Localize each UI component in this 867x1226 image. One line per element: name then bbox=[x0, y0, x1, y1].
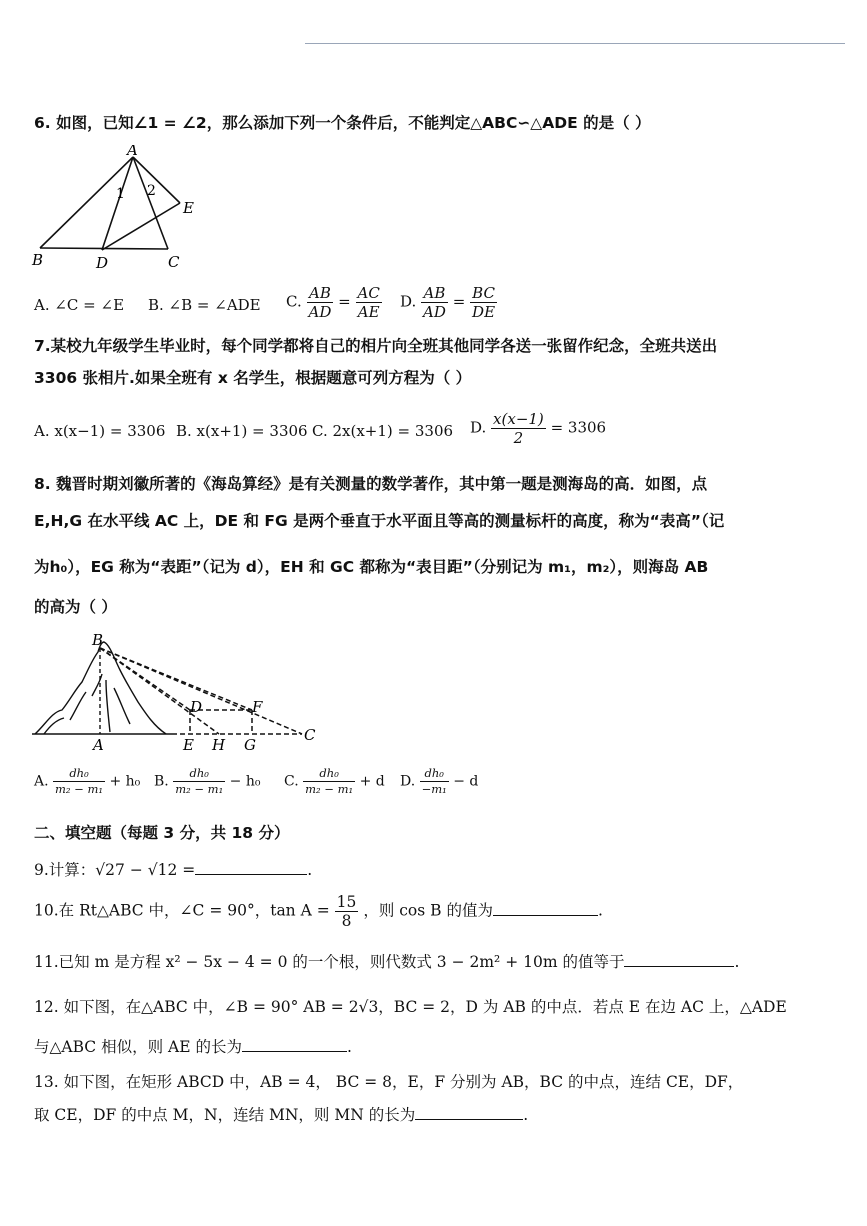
q12-period: . bbox=[346, 1038, 352, 1056]
q9-period: . bbox=[307, 861, 313, 879]
q8-option-a[interactable] bbox=[34, 766, 140, 797]
q8-b-num: dh₀ bbox=[173, 766, 225, 782]
q6-stem: 6. 如图，已知∠1 = ∠2，那么添加下列一个条件后，不能判定△ABC∽△ADE 的是（ ） bbox=[34, 114, 651, 132]
q9-answer-blank[interactable] bbox=[195, 860, 307, 875]
q6-d-num2: BC bbox=[470, 284, 497, 303]
q6-d-den1: AD bbox=[423, 303, 446, 321]
q8-option-b-frac bbox=[173, 766, 225, 797]
q8-label-h: H bbox=[212, 736, 226, 754]
q7-option-c[interactable]: C. 2x(x+1) = 3306 bbox=[312, 422, 454, 440]
q7-d-num: x(x−1) bbox=[493, 410, 544, 428]
q8-option-d-frac bbox=[420, 766, 449, 797]
q6-c-num2: AC bbox=[357, 284, 380, 302]
q8-line2: E,H,G 在水平线 AC 上，DE 和 FG 是两个垂直于水平面且等高的测量标杆的高度，称为“表高”（记 bbox=[34, 512, 725, 530]
q8-option-b-tail: − h₀ bbox=[229, 773, 261, 790]
q8-option-d-tail: − d bbox=[453, 773, 479, 790]
q8-a-den: m₂ − m₁ bbox=[55, 782, 103, 796]
q7-line1: 7.某校九年级学生毕业时，每个同学都将自己的相片向全班其他同学各送一张留作纪念，全班共送出 bbox=[34, 337, 718, 355]
q8-option-c-tail: + d bbox=[359, 773, 385, 790]
q13-line1: 13. 如下图，在矩形 ABCD 中，AB = 4， BC = 8，E，F 分别为 AB，BC 的中点，连结 CE，DF， bbox=[34, 1073, 744, 1091]
equals-sign: = bbox=[338, 292, 351, 311]
q7-line2: 3306 张相片.如果全班有 x 名学生，根据题意可列方程为（ ） bbox=[34, 369, 472, 387]
q8-label-b: B bbox=[92, 631, 104, 649]
q7-option-d[interactable] bbox=[470, 410, 606, 447]
q8-label-c: C bbox=[304, 726, 316, 744]
q6-label-b: B bbox=[32, 251, 44, 269]
q8-line4: 的高为（ ） bbox=[34, 598, 117, 616]
q8-island-figure bbox=[30, 630, 330, 755]
q10-answer-blank[interactable] bbox=[493, 901, 598, 916]
q12-answer-blank[interactable] bbox=[242, 1037, 347, 1052]
q6-c-den1: AD bbox=[308, 303, 332, 321]
q6-option-d-frac1 bbox=[421, 284, 448, 321]
q6-label-1: 1 bbox=[116, 186, 125, 202]
q8-option-b[interactable] bbox=[154, 766, 260, 797]
q6-option-c-prefix: C. bbox=[286, 292, 302, 311]
q7-option-a[interactable]: A. x(x−1) = 3306 bbox=[34, 422, 166, 440]
q9-text: 9.计算：√27 − √12 = bbox=[34, 861, 196, 879]
q11-answer-blank[interactable] bbox=[624, 952, 734, 967]
q6-option-a[interactable]: A. ∠C = ∠E bbox=[34, 296, 125, 314]
q6-triangle-figure bbox=[30, 145, 210, 273]
q6-label-a: A bbox=[127, 145, 138, 159]
q11-line bbox=[34, 951, 739, 973]
q6-option-b[interactable]: B. ∠B = ∠ADE bbox=[148, 296, 261, 314]
q11-text: 11.已知 m 是方程 x² − 5x − 4 = 0 的一个根，则代数式 3 − 2m² + 10m 的值等于 bbox=[34, 953, 625, 971]
q13-line2: 取 CE，DF 的中点 M，N，连结 MN，则 MN 的长为 bbox=[34, 1106, 416, 1124]
q6-label-d: D bbox=[96, 254, 109, 272]
q10-num: 15 bbox=[336, 893, 357, 911]
q8-option-c-prefix: C. bbox=[284, 773, 299, 790]
q7-d-den: 2 bbox=[513, 429, 524, 447]
q13-answer-blank[interactable] bbox=[415, 1105, 523, 1120]
q6-c-num1: AB bbox=[307, 284, 334, 303]
q8-label-f: F bbox=[252, 698, 263, 716]
q7-option-d-frac bbox=[491, 410, 546, 447]
q6-label-c: C bbox=[168, 253, 180, 271]
q6-d-num1: AB bbox=[421, 284, 448, 303]
q6-label-2: 2 bbox=[147, 183, 156, 199]
q12-line2: 与△ABC 相似，则 AE 的长为 bbox=[34, 1038, 242, 1056]
q6-label-e: E bbox=[183, 199, 194, 217]
q8-c-num: dh₀ bbox=[303, 766, 355, 782]
q8-b-den: m₂ − m₁ bbox=[175, 782, 224, 796]
q8-label-d: D bbox=[190, 698, 203, 716]
q10-period: . bbox=[597, 901, 603, 920]
q8-c-den: m₂ − m₁ bbox=[305, 782, 354, 796]
q10-frac bbox=[335, 893, 359, 930]
q8-option-a-frac bbox=[53, 766, 105, 797]
q10-den: 8 bbox=[341, 912, 352, 930]
q6-c-den2: AE bbox=[357, 303, 380, 321]
q12-line2-wrap bbox=[34, 1036, 352, 1058]
q7-option-d-rhs: = 3306 bbox=[550, 418, 607, 437]
q8-a-num: dh₀ bbox=[53, 766, 105, 782]
q8-option-a-prefix: A. bbox=[34, 773, 49, 790]
q8-d-den: −m₁ bbox=[421, 782, 447, 796]
q7-option-d-prefix: D. bbox=[470, 418, 487, 437]
q6-option-c-frac1 bbox=[307, 284, 334, 321]
q8-option-c[interactable] bbox=[284, 766, 385, 797]
q6-option-d-frac2 bbox=[470, 284, 497, 321]
q10-prefix: 10.在 Rt△ABC 中，∠C = 90°，tan A = bbox=[34, 901, 330, 920]
q8-option-c-frac bbox=[303, 766, 355, 797]
q6-option-c-frac2 bbox=[356, 284, 382, 321]
q12-line1: 12. 如下图，在△ABC 中，∠B = 90° AB = 2√3，BC = 2，D 为 AB 的中点．若点 E 在边 AC 上，△ADE bbox=[34, 998, 787, 1016]
q8-option-b-prefix: B. bbox=[154, 773, 169, 790]
q13-period: . bbox=[523, 1106, 529, 1124]
q13-line2-wrap bbox=[34, 1104, 528, 1126]
q6-d-den2: DE bbox=[472, 303, 496, 321]
q8-line3: 为h₀），EG 称为“表距”（记为 d），EH 和 GC 都称为“表目距”（分别记为 m₁，m₂），则海岛 AB bbox=[34, 558, 709, 576]
q8-line1: 8. 魏晋时期刘徽所著的《海岛算经》是有关测量的数学著作，其中第一题是测海岛的高．如图，点 bbox=[34, 475, 708, 493]
q10-line bbox=[34, 893, 603, 930]
q8-label-a: A bbox=[93, 736, 104, 754]
q8-option-d[interactable] bbox=[400, 766, 478, 797]
q10-suffix: ，则 cos B 的值为 bbox=[363, 901, 493, 920]
q8-label-g: G bbox=[244, 736, 256, 754]
q8-label-e: E bbox=[183, 736, 194, 754]
section2-heading: 二、填空题（每题 3 分，共 18 分） bbox=[34, 824, 290, 842]
q6-option-d-prefix: D. bbox=[400, 292, 417, 311]
q7-option-b[interactable]: B. x(x+1) = 3306 bbox=[176, 422, 308, 440]
q6-option-d[interactable] bbox=[400, 284, 497, 321]
q8-option-a-tail: + h₀ bbox=[109, 773, 141, 790]
q8-option-d-prefix: D. bbox=[400, 773, 416, 790]
q9-line bbox=[34, 859, 312, 881]
q6-option-c[interactable] bbox=[286, 284, 382, 321]
header-rule bbox=[305, 43, 845, 44]
equals-sign: = bbox=[452, 292, 466, 311]
q11-period: . bbox=[734, 953, 740, 971]
q8-d-num: dh₀ bbox=[420, 766, 449, 782]
